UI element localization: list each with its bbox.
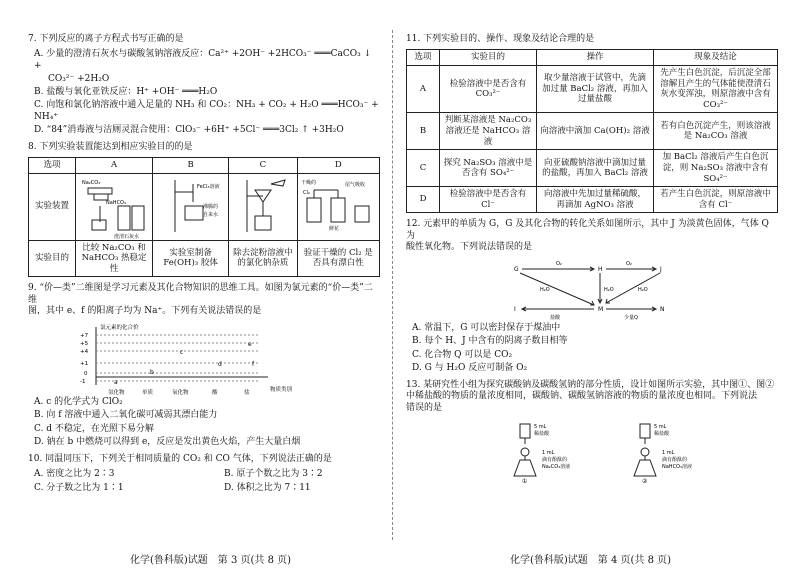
question-stem-cont: 图，其中 e、f 的阳离子均为 Na⁺。下列有关说法错误的是 xyxy=(28,305,262,316)
ytick: 0 xyxy=(84,371,88,378)
cell-operation: 向亚硫酸钠溶液中滴加过量的盐酸，再加入 BaCl₂ 溶液 xyxy=(537,150,654,187)
label-tapwater: 自来水 xyxy=(202,211,218,218)
option-a: A. c 的化学式为 ClO₂ xyxy=(34,397,123,408)
fig1-number: ① xyxy=(522,477,528,485)
label-o2: O₂ xyxy=(626,261,632,268)
question-11 xyxy=(406,34,778,213)
option-b: B. 每个 H、J 中含有的阴离子数目相等 xyxy=(412,336,568,347)
question-8 xyxy=(28,142,380,277)
label-hcl: 盐酸 xyxy=(550,315,561,322)
label-fecl3: FeCl₃溶液 xyxy=(196,183,220,190)
option-c: C. 向饱和氯化钠溶液中通入足量的 NH₃ 和 CO₂：NH₃ + CO₂ + H₂O ═══HCO₃⁻ + NH₄⁺ xyxy=(34,100,379,122)
fig2-acid: 稀盐酸 xyxy=(654,430,670,437)
table-header: B xyxy=(153,158,229,174)
fig2-solution: NaHCO₃溶液 xyxy=(662,463,692,470)
xtick: 氢化物 xyxy=(108,390,125,397)
cell-goal: 检验溶液中是否含有 CO₃²⁻ xyxy=(440,65,537,113)
point-f: f xyxy=(252,361,255,369)
label-limewater: 澄清石灰水 xyxy=(114,233,140,240)
point-a: a xyxy=(114,379,118,387)
cell-goal: 检验溶液中是否含有 Cl⁻ xyxy=(440,187,537,213)
table-header: 实验目的 xyxy=(440,50,537,66)
option-d: D. 体积之比为 7∶11 xyxy=(224,482,311,493)
question-7 xyxy=(28,34,380,136)
table-row xyxy=(407,113,778,150)
option-a-cont: CO₃²⁻ +2H₂O xyxy=(48,73,110,84)
question-stem: 11. 下列实验目的、操作、现象及结论合理的是 xyxy=(406,34,595,44)
table-row xyxy=(407,150,778,187)
cell-option: D xyxy=(407,187,440,213)
ytick: +5 xyxy=(80,341,89,348)
question-12 xyxy=(406,219,778,374)
cell-option: B xyxy=(407,113,440,150)
option-d: D. 钠在 b 中燃烧可以得到 e，反应是发出黄色火焰，产生大量白烟 xyxy=(34,436,301,447)
fig1-volume: 5 mL xyxy=(534,423,547,430)
label-nahco3: NaHCO₃ xyxy=(106,199,127,206)
apparatus-b xyxy=(153,173,229,240)
label-q: 少量Q xyxy=(624,315,638,322)
label-na2co3: Na₂CO₃ xyxy=(82,179,101,186)
point-e: e xyxy=(248,341,252,349)
column-divider xyxy=(392,30,393,540)
label-h2o: H₂O xyxy=(638,287,648,294)
cell-goal: 探究 Na₂SO₃ 溶液中是否含有 SO₄²⁻ xyxy=(440,150,537,187)
fig1-indicator: 滴有酚酞的 xyxy=(542,456,568,463)
option-d: D. “84”消毒液与洁厕灵混合使用：ClO₃⁻ +6H⁺ +5Cl⁻ ═══3Cl₂ ↑ +3H₂O xyxy=(34,124,344,135)
question-stem: 9. “价—类”二维图是学习元素及其化合物知识的思维工具。如图为氯元素的“价—类”二维 xyxy=(28,283,373,305)
ytick: -1 xyxy=(80,379,86,386)
label-dry: 干燥的 xyxy=(301,179,317,186)
cell-operation: 向溶液中先加过量稀硫酸，再滴加 AgNO₃ 溶液 xyxy=(537,187,654,213)
chart-ylabel: 氯元素的化合价 xyxy=(100,325,139,332)
fig1-acid: 稀盐酸 xyxy=(534,430,550,437)
purpose-c: 除去淀粉溶液中的氯化钠杂质 xyxy=(229,240,298,277)
valence-class-chart xyxy=(68,321,308,397)
xtick: 单质 xyxy=(142,390,154,397)
table-header: D xyxy=(297,158,379,174)
question-stem: 12. 元素甲的单质为 G，G 及其化合物的转化关系如图所示，其中 J 为淡黄色固体，气体 Q 为 xyxy=(406,219,769,241)
purpose-a: 比较 Na₂CO₃ 和 NaHCO₃ 热稳定性 xyxy=(76,240,153,277)
point-c: c xyxy=(180,349,184,357)
row-label: 实验装置 xyxy=(29,173,76,240)
footer-left: 化学(鲁科版)试题 第 3 页(共 8 页) xyxy=(130,555,292,566)
cell-result: 加 BaCl₂ 溶液后产生白色沉淀，则 Na₂SO₃ 溶液中含有 SO₄²⁻ xyxy=(654,150,778,187)
question-stem: 7. 下列反应的离子方程式书写正确的是 xyxy=(28,34,184,44)
fig2-indicator: 滴有酚酞的 xyxy=(662,456,688,463)
row-label: 实验目的 xyxy=(29,240,76,277)
table-header: 选项 xyxy=(407,50,440,66)
table-header: C xyxy=(229,158,298,174)
left-page xyxy=(28,34,380,496)
node-h: H xyxy=(598,266,603,274)
fig1-solution: Na₂CO₃溶液 xyxy=(542,463,571,470)
node-j: J xyxy=(660,266,662,274)
purpose-b: 实验室制备 Fe(OH)₃ 胶体 xyxy=(153,240,229,277)
cell-result: 若有白色沉淀产生，则该溶液是 Na₂CO₃ 溶液 xyxy=(654,113,778,150)
label-flower: 鲜花 xyxy=(329,225,340,232)
footer-right: 化学(鲁科版)试题 第 4 页(共 8 页) xyxy=(510,555,672,566)
question-stem-cont: 酸性氧化物。下列说法错误的是 xyxy=(406,241,533,252)
table-header: 现象及结论 xyxy=(654,50,778,66)
fig2-volume: 5 mL xyxy=(654,423,667,430)
option-a: A. 常温下，G 可以密封保存于煤油中 xyxy=(412,323,561,334)
option-a: A. 少量的澄清石灰水与碳酸氢钠溶液反应：Ca²⁺ +2OH⁻ +2HCO₃⁻ ═══CaCO₃ ↓ + xyxy=(34,49,372,71)
chart-xlabel: 物质类别 xyxy=(270,387,293,394)
cell-operation: 取少量溶液于试管中，先滴加过量 BaCl₂ 溶液，再加入过量盐酸 xyxy=(537,65,654,113)
cell-option: A xyxy=(407,65,440,113)
question-stem-cont: 错误的是 xyxy=(406,402,443,413)
table-header: 操作 xyxy=(537,50,654,66)
label-boiling: 沸腾的 xyxy=(202,203,218,210)
xtick: 酸 xyxy=(212,390,218,397)
fig2-number: ② xyxy=(642,477,648,485)
cell-option: C xyxy=(407,150,440,187)
heating-tubes-diagram xyxy=(80,176,148,240)
apparatus-a xyxy=(76,173,153,240)
question-stem: 8. 下列实验装置能达到相应实验目的的是 xyxy=(28,142,193,152)
apparatus-table xyxy=(28,157,380,277)
apparatus-d xyxy=(297,173,379,240)
ytick: +7 xyxy=(80,333,89,340)
fig1-sample-volume: 1 mL xyxy=(542,449,555,456)
experiment-table xyxy=(406,49,778,213)
node-i: I xyxy=(514,306,516,314)
option-c: C. 化合物 Q 可以是 CO₂ xyxy=(412,349,513,360)
point-d: d xyxy=(218,361,222,369)
ytick: +1 xyxy=(80,361,89,368)
option-d: D. G 与 H₂O 反应可制备 O₂ xyxy=(412,362,528,373)
label-h2o: H₂O xyxy=(540,287,550,294)
cell-operation: 向溶液中滴加 Ca(OH)₂ 溶液 xyxy=(537,113,654,150)
label-tail-gas: 尾气吸收 xyxy=(345,181,366,188)
purpose-d: 验证干燥的 Cl₂ 是否具有漂白性 xyxy=(297,240,379,277)
colloid-setup-diagram xyxy=(157,176,225,234)
xtick: 氧化物 xyxy=(172,390,189,397)
table-row xyxy=(407,187,778,213)
question-9 xyxy=(28,283,380,448)
label-o2: O₂ xyxy=(556,261,562,268)
question-stem: 13. 某研究性小组为探究碳酸钠及碳酸氢钠的部分性质，设计如图所示实验，其中图①、图② xyxy=(406,380,775,391)
flask-diagrams xyxy=(486,418,736,484)
fig2-sample-volume: 1 mL xyxy=(662,449,675,456)
question-13 xyxy=(406,380,778,484)
option-b: B. 原子个数之比为 3∶2 xyxy=(224,469,323,480)
filtration-diagram xyxy=(233,176,293,234)
apparatus-c xyxy=(229,173,298,240)
node-n: N xyxy=(660,306,665,314)
question-10 xyxy=(28,454,380,494)
cell-result: 若产生白色沉淀，则原溶液中含有 Cl⁻ xyxy=(654,187,778,213)
node-m: M xyxy=(598,306,604,314)
table-header: 选项 xyxy=(29,158,76,174)
option-b: B. 向 f 溶液中通入二氧化碳可减弱其漂白能力 xyxy=(34,410,218,421)
right-page xyxy=(406,34,778,484)
option-c: C. 分子数之比为 1∶1 xyxy=(34,482,124,493)
table-header: A xyxy=(76,158,153,174)
chlorine-bleach-diagram xyxy=(301,176,375,234)
cell-goal: 判断某溶液是 Na₂CO₃ 溶液还是 NaHCO₃ 溶液 xyxy=(440,113,537,150)
conversion-diagram xyxy=(506,257,686,323)
option-b: B. 盐酸与氧化亚铁反应：H⁺ +OH⁻ ═══H₂O xyxy=(34,87,218,97)
label-h2o: H₂O xyxy=(604,287,614,294)
option-a: A. 密度之比为 2∶3 xyxy=(34,469,115,480)
table-row xyxy=(407,65,778,113)
node-g: G xyxy=(514,266,519,274)
ytick: +4 xyxy=(80,349,89,356)
option-c: C. d 不稳定，在光照下易分解 xyxy=(34,423,154,434)
cell-result: 先产生白色沉淀，后沉淀全部溶解且产生的气体能使澄清石灰水变浑浊，则原溶液中含有 CO₃²⁻ xyxy=(654,65,778,113)
point-b: b xyxy=(150,369,154,377)
xtick: 盐 xyxy=(244,390,250,397)
label-cl2: Cl₂ xyxy=(303,189,311,196)
question-stem: 10. 同温同压下，下列关于相同质量的 CO₂ 和 CO 气体，下列说法正确的是 xyxy=(28,454,332,465)
question-stem-cont: 中稀盐酸的物质的量浓度相同，碳酸钠、碳酸氢钠溶液的物质的量浓度也相同。下列说法 xyxy=(406,391,758,402)
